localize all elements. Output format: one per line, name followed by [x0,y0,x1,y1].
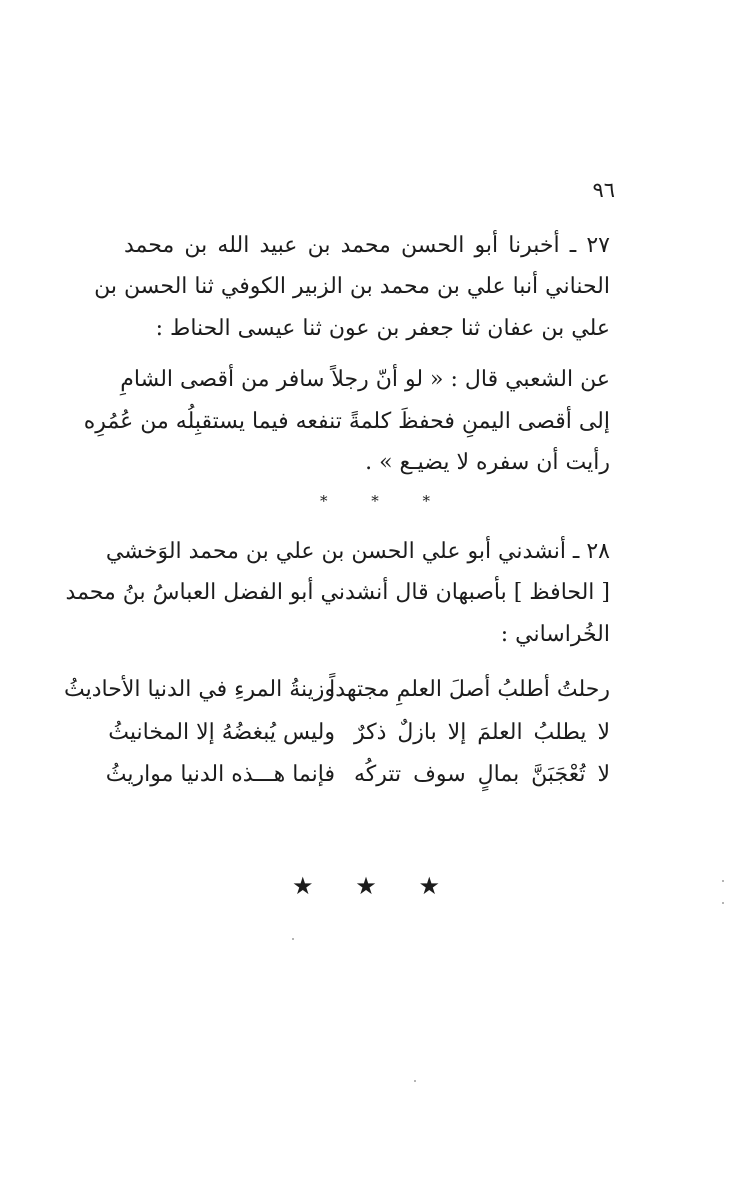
poem-verse-2-second-hemistich: وليس يُبغضُهُ إلا المخانيثُ [108,720,335,745]
separator-star: * [320,492,328,510]
poem-verse-3-second-hemistich: فإنما هـــذه الدنيا مواريثُ [105,762,335,787]
separator-star: * [371,492,379,510]
entry-27-text-line-2: إلى أقصى اليمنِ فحفظَ كلمةً تنفعه فيما يستقبِلُه من عُمُرِه [83,409,610,434]
poem-verse-3-first-hemistich: لا تُعْجَبَنَّ بمالٍ سوف تتركُه [354,762,610,787]
entry-27-isnad-line-1: ٢٧ ـ أخبرنا أبو الحسن محمد بن عبيد الله بن محمد [124,233,610,258]
separator-star-icon: ★ [418,872,440,900]
separator-star-icon: ★ [355,872,377,900]
entry-28-line-2: [ الحافظ ] بأصبهان قال أنشدني أبو الفضل العباسُ بنُ محمد [65,580,610,605]
poem-verse-1-second-hemistich: وزينةُ المرءِ في الدنيا الأحاديثُ [64,677,335,702]
scan-speck [292,938,294,940]
entry-27-isnad-line-3: علي بن عفان ثنا جعفر بن عون ثنا عيسى الحناط : [155,316,610,341]
poem-verse-2 [108,713,610,753]
entry-28-line-1: ٢٨ ـ أنشدني أبو علي الحسن بن علي بن محمد الوَخشي [105,539,610,564]
page-number: ٩٦ [592,178,615,202]
scan-speck [722,880,724,882]
poem-verse-1 [64,670,610,710]
separator-star-icon: ★ [292,872,314,900]
scan-speck [414,1080,416,1082]
entry-27-isnad-line-2: الحناني أنبا علي بن محمد بن الزبير الكوفي ثنا الحسن بن [94,274,610,299]
section-separator-large [292,872,440,900]
section-separator-small [320,492,430,510]
entry-28-line-3: الخُراساني : [500,622,610,647]
separator-star: * [422,492,430,510]
scan-speck [722,902,724,904]
poem-verse-3 [105,755,610,795]
entry-27-text-line-3: رأيت أن سفره لا يضيـع » . [365,450,610,475]
poem-verse-2-first-hemistich: لا يطلبُ العلمَ إلا بازلٌ ذكرٌ [354,720,610,745]
poem-verse-1-first-hemistich: رحلتُ أطلبُ أصلَ العلمِ مجتهداً [329,677,610,702]
entry-27-text-line-1: عن الشعبي قال : « لو أنّ رجلاً سافر من أقصى الشامِ [120,367,610,392]
